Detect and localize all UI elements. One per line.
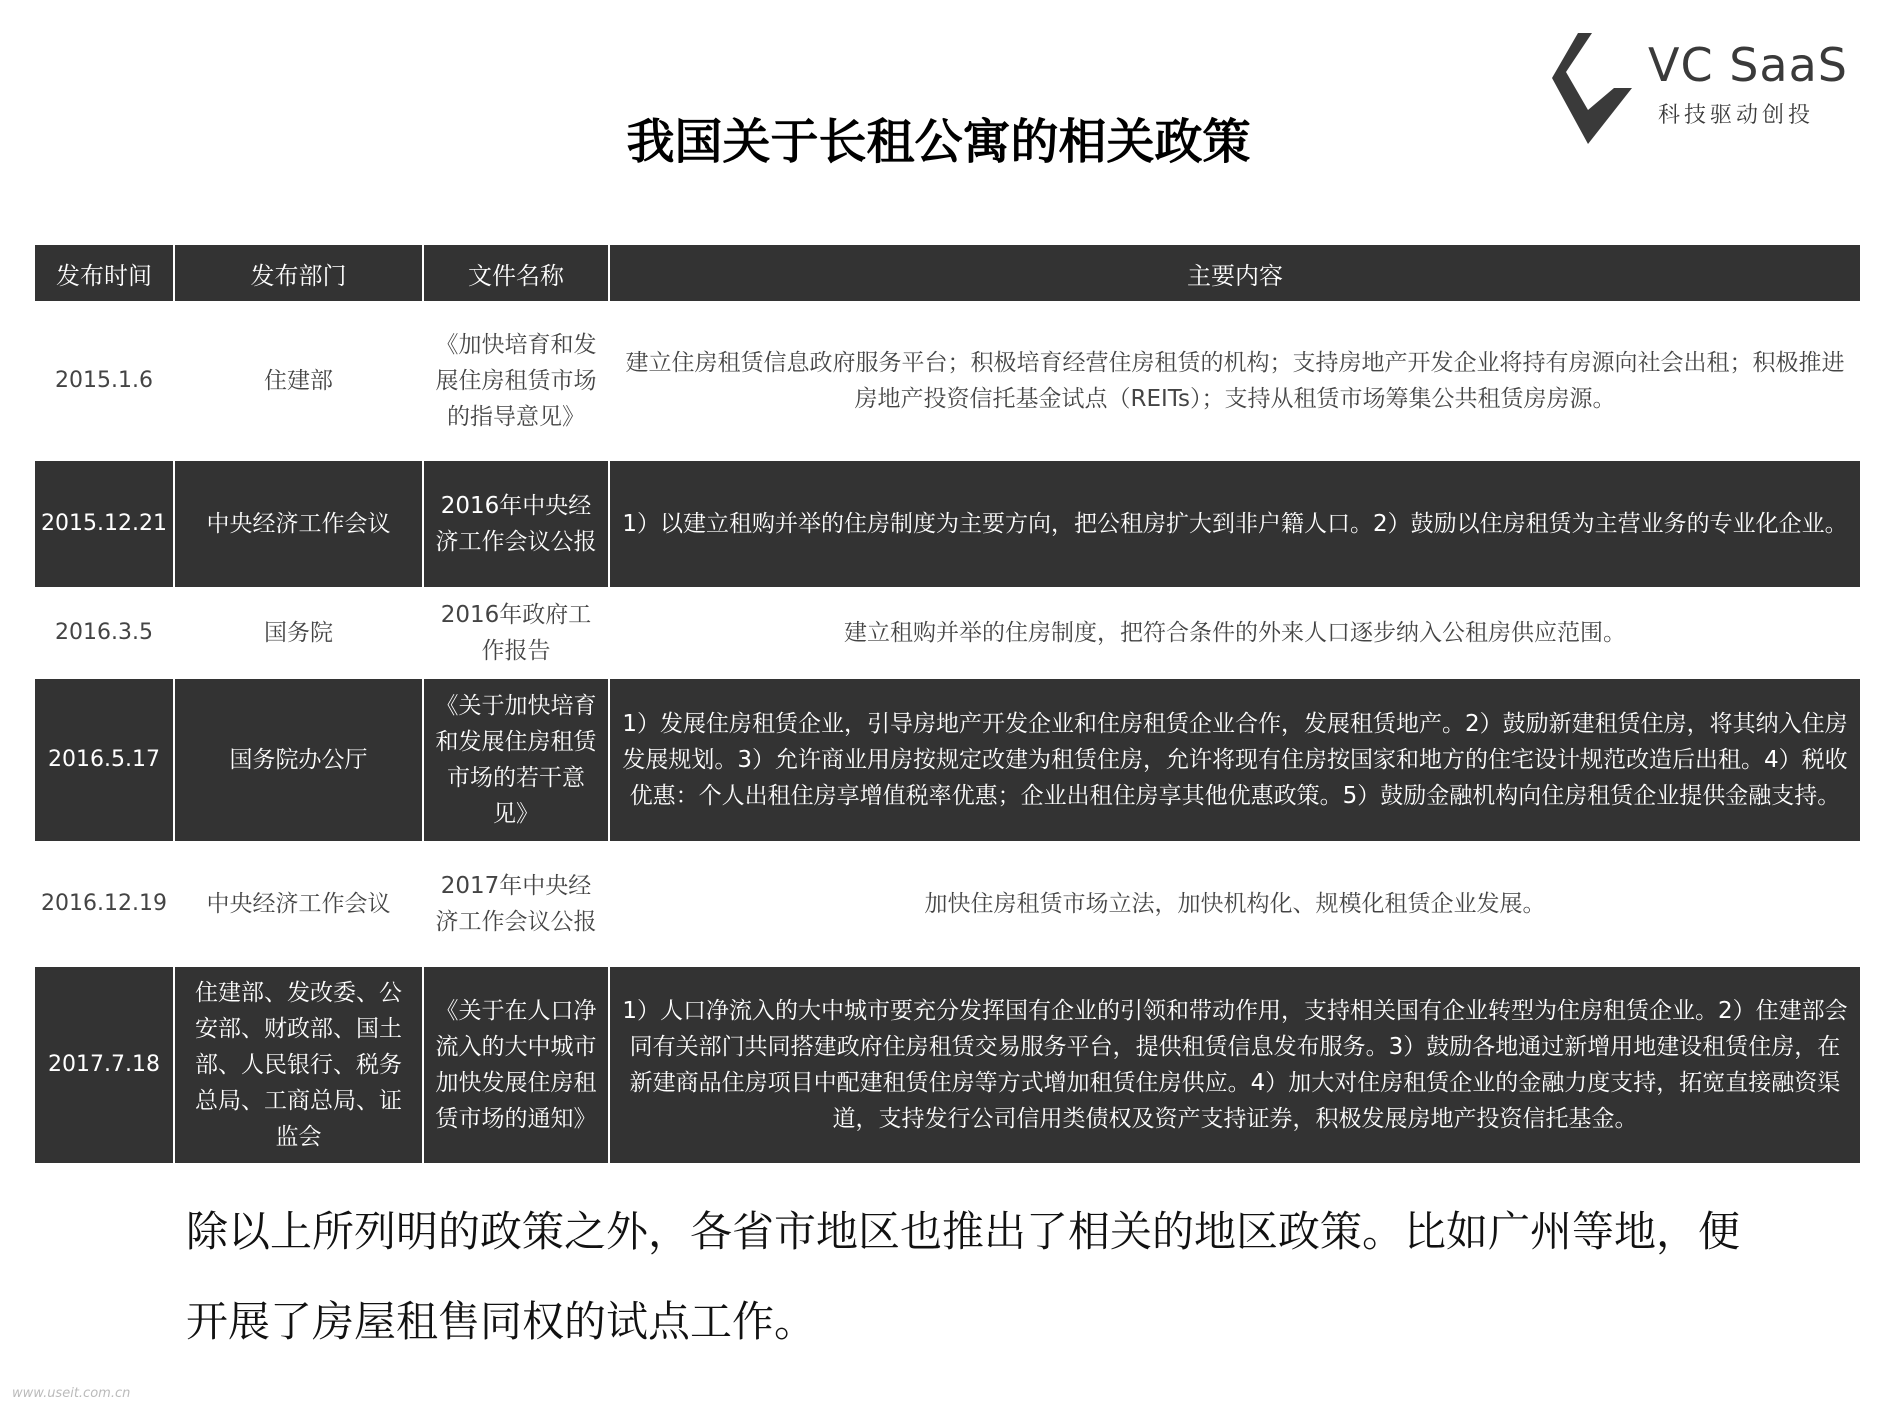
cell-department: 国务院办公厅 xyxy=(174,678,423,842)
cell-department: 住建部 xyxy=(174,302,423,460)
table-row xyxy=(34,678,1861,842)
cell-date: 2016.12.19 xyxy=(34,842,174,966)
table-row xyxy=(34,302,1861,460)
table-row xyxy=(34,460,1861,588)
cell-content: 1）发展住房租赁企业，引导房地产开发企业和住房租赁企业合作，发展租赁地产。2）鼓励新建租赁住房，将其纳入住房发展规划。3）允许商业用房按规定改建为租赁住房，允许将现有住房按国家和地方的住宅设计规范改造后出租。4）税收优惠：个人出租住房享增值税率优惠；企业出租住房享其他优惠政策。5）鼓励金融机构向住房租赁企业提供金融支持。 xyxy=(609,678,1861,842)
footer-paragraph: 除以上所列明的政策之外，各省市地区也推出了相关的地区政策。比如广州等地，便开展了房屋租售同权的试点工作。 xyxy=(186,1207,1741,1346)
table-row xyxy=(34,966,1861,1164)
cell-department: 中央经济工作会议 xyxy=(174,460,423,588)
table-row xyxy=(34,588,1861,678)
cell-date: 2015.12.21 xyxy=(34,460,174,588)
cell-date: 2016.3.5 xyxy=(34,588,174,678)
cell-document: 2017年中央经济工作会议公报 xyxy=(423,842,609,966)
logo-name: VC SaaS xyxy=(1648,38,1848,92)
logo-tagline: 科技驱动创投 xyxy=(1658,103,1815,128)
cell-department: 中央经济工作会议 xyxy=(174,842,423,966)
cell-date: 2016.5.17 xyxy=(34,678,174,842)
header-date: 发布时间 xyxy=(34,244,174,302)
cell-content: 加快住房租赁市场立法，加快机构化、规模化租赁企业发展。 xyxy=(609,842,1861,966)
table-header-row xyxy=(34,244,1861,302)
cell-document: 《加快培育和发展住房租赁市场的指导意见》 xyxy=(423,302,609,460)
table-row xyxy=(34,842,1861,966)
policy-table xyxy=(33,243,1862,1165)
cell-document: 2016年政府工作报告 xyxy=(423,588,609,678)
watermark: www.useit.com.cn xyxy=(12,1386,131,1401)
cell-content: 1）人口净流入的大中城市要充分发挥国有企业的引领和带动作用，支持相关国有企业转型为住房租赁企业。2）住建部会同有关部门共同搭建政府住房租赁交易服务平台，提供租赁信息发布服务。3）鼓励各地通过新增用地建设租赁住房，在新建商品住房项目中配建租赁住房等方式增加租赁住房供应。4）加大对住房租赁企业的金融力度支持，拓宽直接融资渠道，支持发行公司信用类债权及资产支持证券，积极发展房地产投资信托基金。 xyxy=(609,966,1861,1164)
header-department: 发布部门 xyxy=(174,244,423,302)
cell-content: 建立租购并举的住房制度，把符合条件的外来人口逐步纳入公租房供应范围。 xyxy=(609,588,1861,678)
header-content: 主要内容 xyxy=(609,244,1861,302)
header-document: 文件名称 xyxy=(423,244,609,302)
cell-content: 1）以建立租购并举的住房制度为主要方向，把公租房扩大到非户籍人口。2）鼓励以住房租赁为主营业务的专业化企业。 xyxy=(609,460,1861,588)
cell-document: 《关于在人口净流入的大中城市加快发展住房租赁市场的通知》 xyxy=(423,966,609,1164)
page-title: 我国关于长租公寓的相关政策 xyxy=(626,114,1251,170)
cell-department: 国务院 xyxy=(174,588,423,678)
cell-content: 建立住房租赁信息政府服务平台；积极培育经营住房租赁的机构；支持房地产开发企业将持有房源向社会出租；积极推进房地产投资信托基金试点（REITs）；支持从租赁市场筹集公共租赁房房源。 xyxy=(609,302,1861,460)
cell-document: 2016年中央经济工作会议公报 xyxy=(423,460,609,588)
cell-document: 《关于加快培育和发展住房租赁市场的若干意见》 xyxy=(423,678,609,842)
cell-department: 住建部、发改委、公安部、财政部、国土部、人民银行、税务总局、工商总局、证监会 xyxy=(174,966,423,1164)
cell-date: 2017.7.18 xyxy=(34,966,174,1164)
cell-date: 2015.1.6 xyxy=(34,302,174,460)
